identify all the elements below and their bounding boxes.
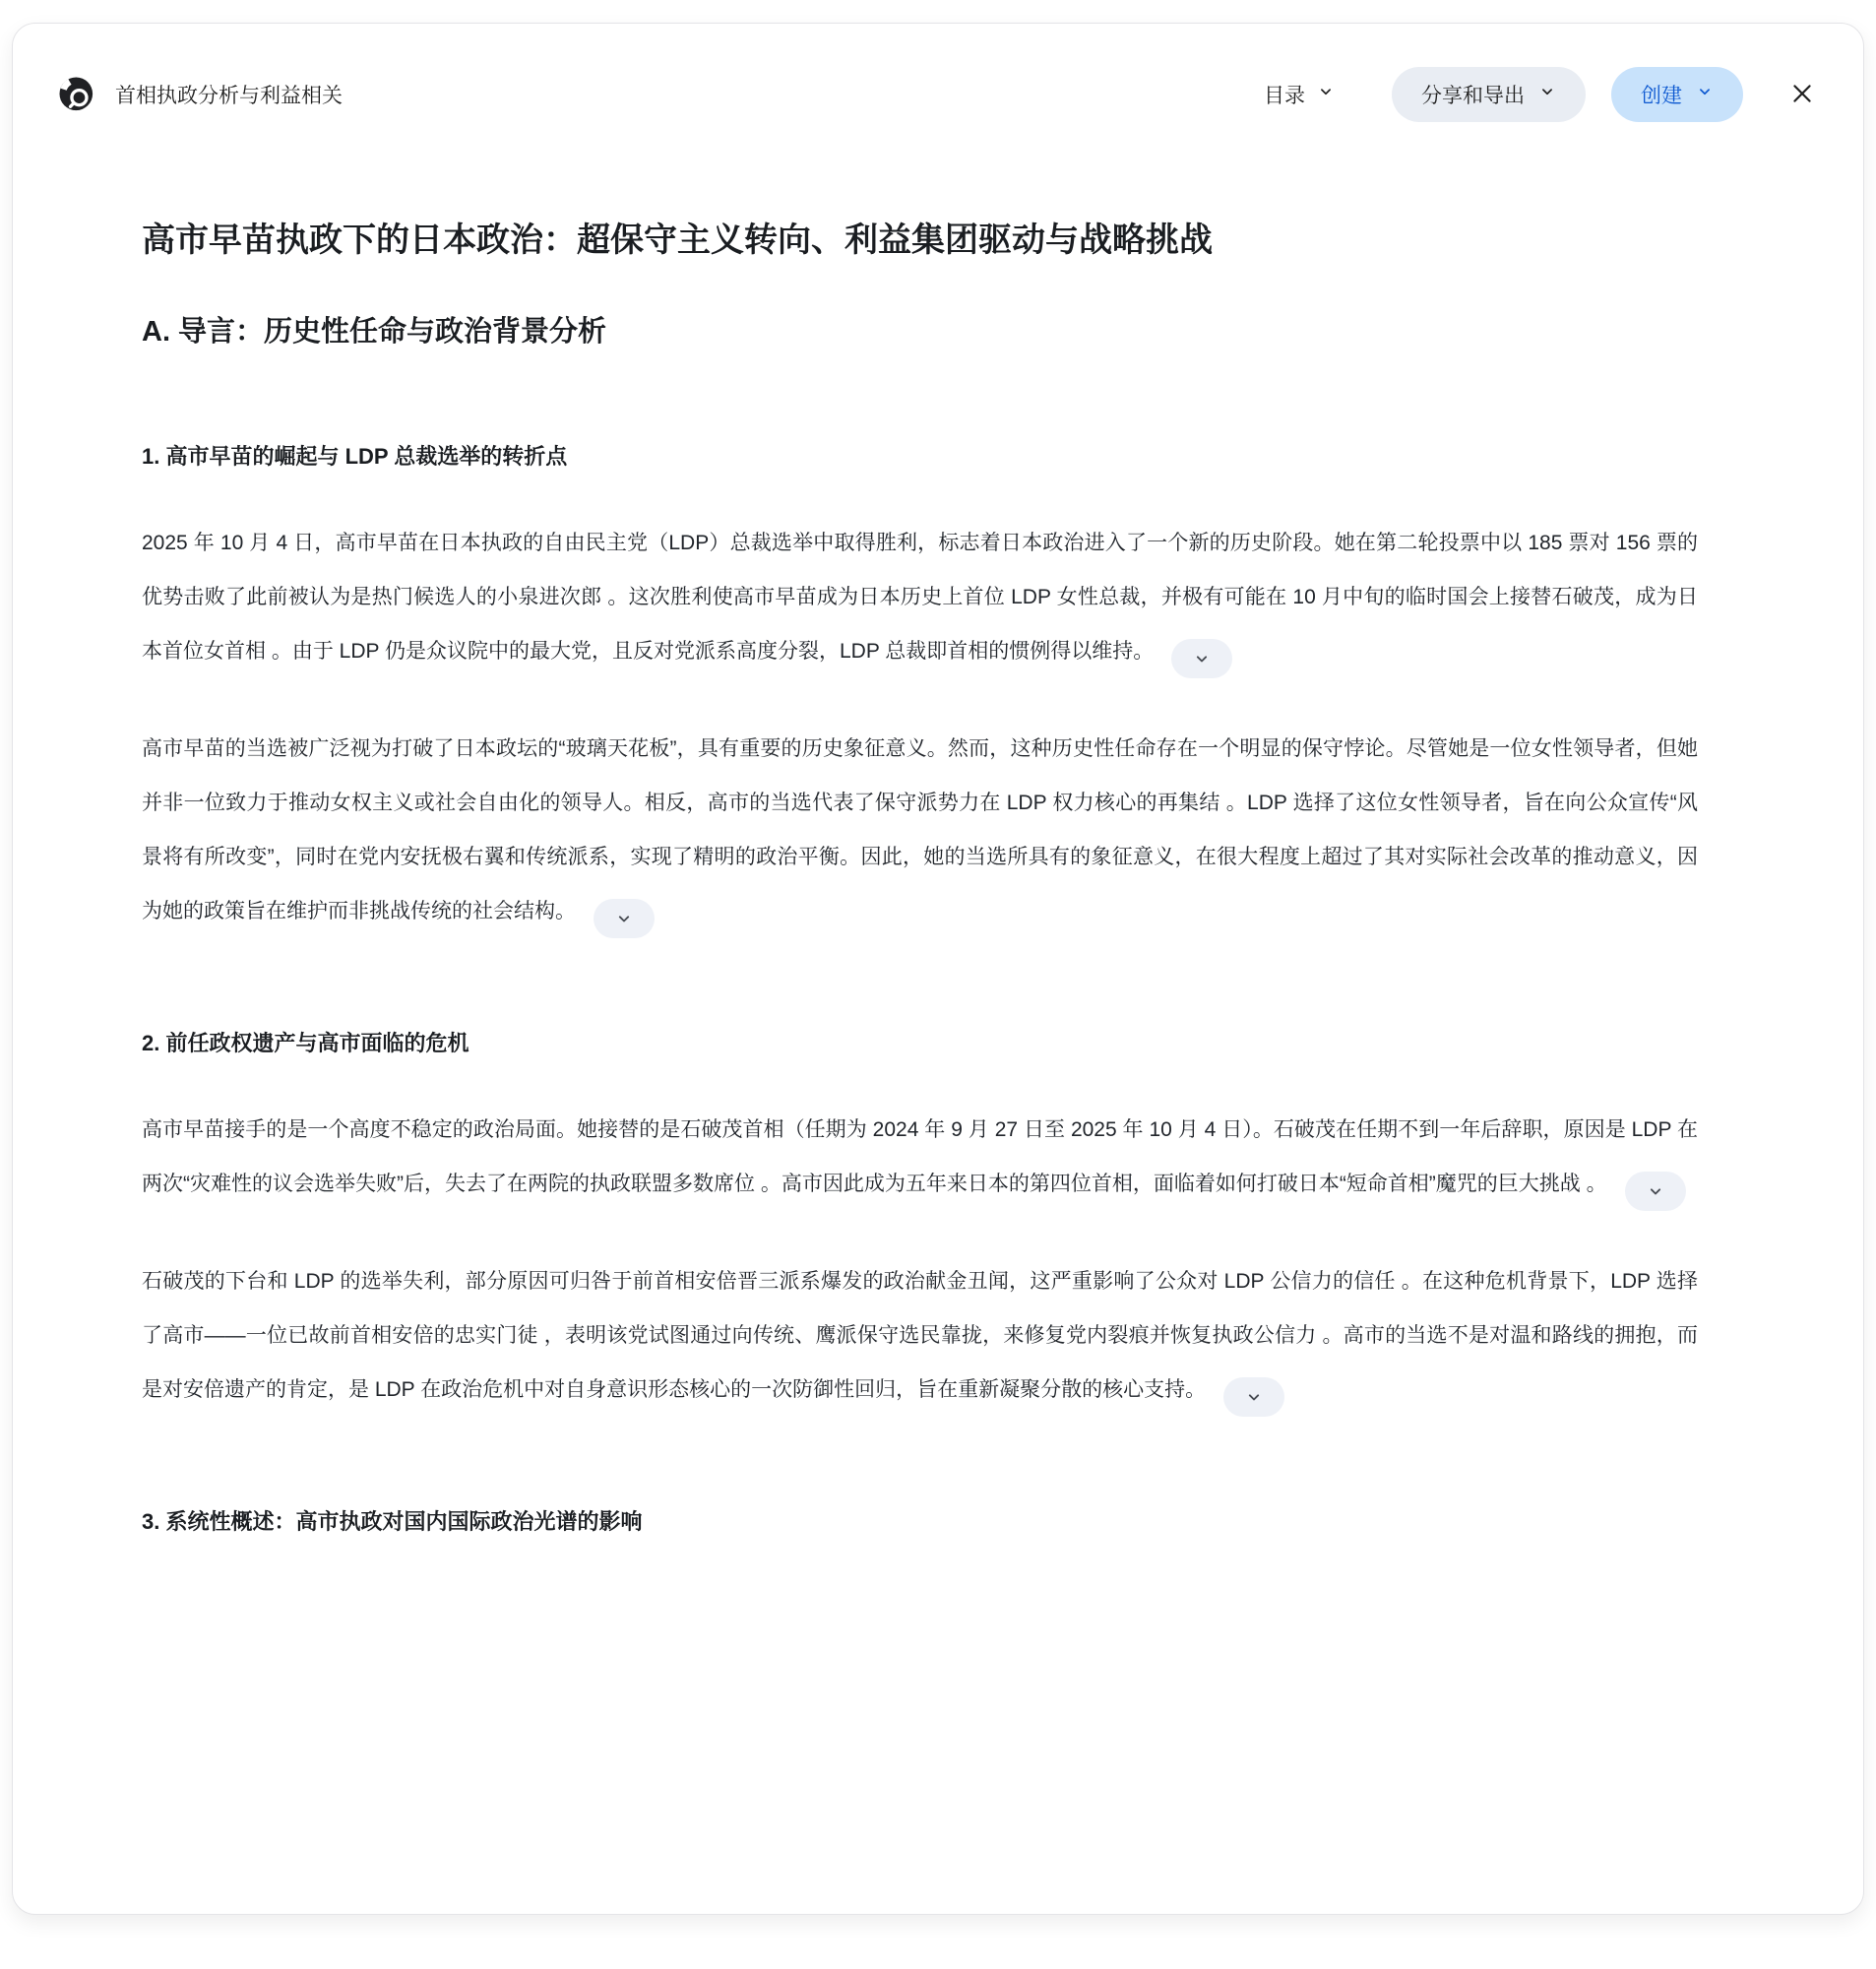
chevron-down-icon: [1317, 83, 1335, 106]
subsection-1-heading: 1. 高市早苗的崛起与 LDP 总裁选举的转折点: [142, 444, 568, 470]
paragraph-text: 高市早苗的当选被广泛视为打破了日本政坛的“玻璃天花板”，具有重要的历史象征意义。然而，这种历史性任命存在一个明显的保守悖论。尽管她是一位女性领导者，但她并非一位致力于推动女权主义或社会自由化的领导人。相反，高市的当选代表了保守派势力在 LDP 权力核心的再集结 。LDP 选择了这位女性领导者，旨在向公众宣传“风景将有所改变”，同时在党内安抚极右翼和传统派系，实现了精明的政治平衡。因此，她的当选所具有的象征意义，在很大程度上超过了其对实际社会改革的推动意义，因为她的政策旨在维护而非挑战传统的社会结构。: [142, 736, 1698, 922]
toc-dropdown[interactable]: [1264, 80, 1335, 109]
section-a-heading: A. 导言：历史性任命与政治背景分析: [142, 315, 607, 348]
paragraph-text: 石破茂的下台和 LDP 的选举失利，部分原因可归咎于前首相安倍晋三派系爆发的政治献金丑闻，这严重影响了公众对 LDP 公信力的信任 。在这种危机背景下，LDP 选择了高市——一位已故前首相安倍的忠实门徒 ，表明该党试图通过向传统、鹰派保守选民靠拢，来修复党内裂痕并恢复执政公信力 。高市的当选不是对温和路线的拥抱，而是对安倍遗产的肯定，是 LDP 在政治危机中对自身意识形态核心的一次防御性回归，旨在重新凝聚分散的核心支持。: [142, 1269, 1698, 1401]
report-title: 高市早苗执政下的日本政治：超保守主义转向、利益集团驱动与战略挑战: [142, 222, 1213, 259]
subsection-2-heading: 2. 前任政权遗产与高市面临的危机: [142, 1030, 469, 1055]
paragraph-text: 高市早苗接手的是一个高度不稳定的政治局面。她接替的是石破茂首相（任期为 2024 年 9 月 27 日至 2025 年 10 月 4 日）。石破茂在任期不到一年后辞职，原因是 LDP 在两次“灾难性的议会选举失败”后，失去了在两院的执政联盟多数席位 。高市因此成为五年来日本的第四位首相，面临着如何打破日本“短命首相”魔咒的巨大挑战 。: [142, 1117, 1698, 1195]
paragraph: [142, 516, 1698, 678]
toc-label: 目录: [1264, 85, 1305, 107]
create-button[interactable]: [1611, 67, 1743, 122]
citation-expand-button[interactable]: [1625, 1172, 1686, 1211]
deep-research-icon: [56, 74, 97, 115]
citation-expand-button[interactable]: [1223, 1377, 1284, 1417]
panel-header: [13, 24, 1863, 132]
create-label: 创建: [1641, 85, 1682, 107]
citation-expand-button[interactable]: [1171, 639, 1232, 678]
share-export-label: 分享和导出: [1421, 85, 1525, 107]
paragraph: [142, 1103, 1698, 1211]
report-panel: [12, 23, 1864, 1915]
panel-title: 首相执政分析与利益相关: [115, 85, 343, 107]
citation-expand-button[interactable]: [594, 899, 655, 938]
close-button[interactable]: [1784, 77, 1820, 112]
paragraph: [142, 722, 1698, 938]
chevron-down-icon: [1538, 83, 1556, 106]
report-content: [13, 219, 1863, 1537]
paragraph: [142, 1254, 1698, 1417]
share-export-button[interactable]: [1392, 67, 1586, 122]
subsection-3-heading: 3. 系统性概述：高市执政对国内国际政治光谱的影响: [142, 1508, 643, 1534]
paragraph-text: 2025 年 10 月 4 日，高市早苗在日本执政的自由民主党（LDP）总裁选举中取得胜利，标志着日本政治进入了一个新的历史阶段。她在第二轮投票中以 185 票对 156 票的优势击败了此前被认为是热门候选人的小泉进次郎 。这次胜利使高市早苗成为日本历史上首位 LDP 女性总裁，并极有可能在 10 月中旬的临时国会上接替石破茂，成为日本首位女首相 。由于 LDP 仍是众议院中的最大党，且反对党派系高度分裂，LDP 总裁即首相的惯例得以维持。: [142, 531, 1698, 663]
chevron-down-icon: [1696, 83, 1714, 106]
close-icon: [1789, 81, 1815, 109]
